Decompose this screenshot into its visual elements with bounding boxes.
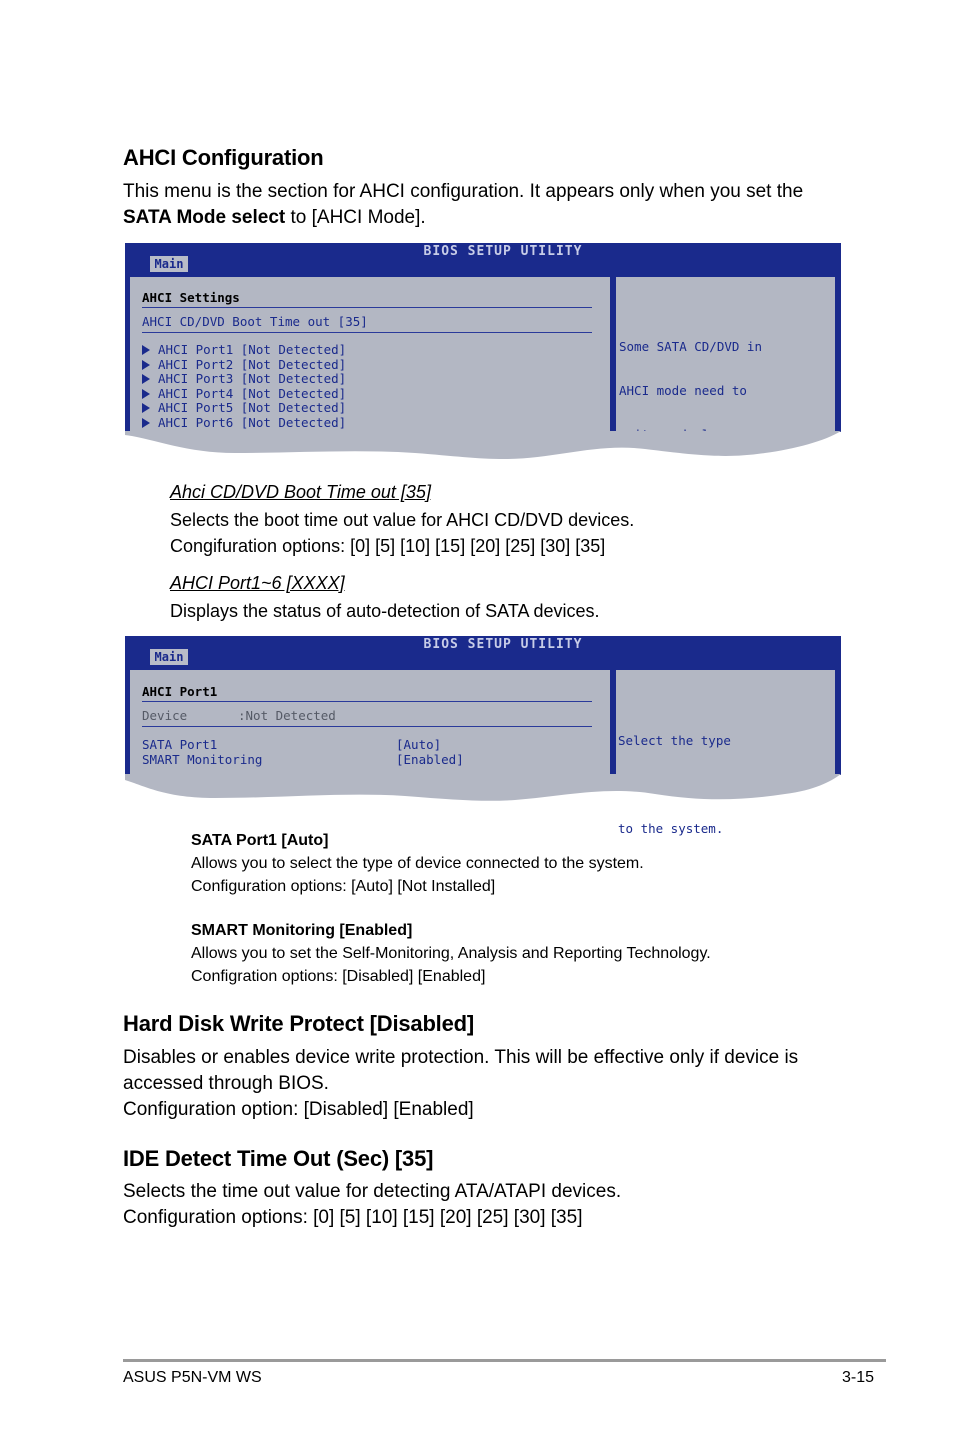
bios-port-item[interactable]: AHCI Port1 [Not Detected] (142, 343, 346, 358)
bios-tab-main[interactable]: Main (150, 256, 188, 272)
bios-title-bar (125, 243, 841, 272)
bios-port-item[interactable]: AHCI Port2 [Not Detected] (142, 358, 346, 373)
bios-port-list (142, 343, 346, 431)
bios-tab-main[interactable]: Main (150, 649, 188, 665)
option-title-cddvd: Ahci CD/DVD Boot Time out [35] (170, 482, 431, 502)
option-title-ports: AHCI Port1~6 [XXXX] (170, 573, 345, 593)
hdwp-desc: Disables or enables device write protection. This will be effective only if device is accessed through BIOS. Configuration option: [Disabled] [Enabled] (123, 1047, 799, 1120)
bios-sata-port1-value[interactable]: [Auto] (396, 737, 442, 752)
footer-page-number: 3-15 (842, 1369, 875, 1386)
option-desc-cddvd: Selects the boot time out value for AHCI CD/DVD devices. Congifuration options: [0] [5] [10] [15] [20] [25] [30] [35] (170, 510, 635, 556)
submenu-arrow-icon (142, 403, 150, 413)
section-heading-ahci: AHCI Configuration (123, 145, 324, 170)
divider (142, 307, 592, 308)
bios-smart-value[interactable]: [Enabled] (396, 752, 464, 767)
bios-help-text: Select the type to the system. (618, 733, 731, 836)
ahci-intro-text-1: This menu is the section for AHCI configuration. It appears only when you set the (123, 181, 804, 202)
option-desc-smart: Allows you to set the Self-Monitoring, Analysis and Reporting Technology. Configration options: [Disabled] [Enabled] (191, 945, 711, 985)
submenu-arrow-icon (142, 345, 150, 355)
bios-item-cddvd-timeout[interactable]: AHCI CD/DVD Boot Time out [35] (142, 314, 368, 329)
ahci-intro (123, 179, 883, 231)
bios-title: BIOS SETUP UTILITY (423, 244, 583, 259)
torn-edge (125, 429, 841, 463)
divider (142, 726, 592, 727)
bios-device-label: Device (142, 708, 188, 723)
bios-port-item[interactable]: AHCI Port4 [Not Detected] (142, 387, 346, 402)
section-heading-ide: IDE Detect Time Out (Sec) [35] (123, 1146, 434, 1171)
bios-screen-ahci-settings (125, 243, 841, 463)
submenu-arrow-icon (142, 374, 150, 384)
footer-divider (123, 1359, 886, 1362)
bios-port-item[interactable]: AHCI Port6 [Not Detected] (142, 416, 346, 431)
option-desc-ports: Displays the status of auto-detection of SATA devices. (170, 601, 600, 621)
bios-sata-port1-label[interactable]: SATA Port1 (142, 737, 218, 752)
submenu-arrow-icon (142, 360, 150, 370)
ahci-intro-text-2: to [AHCI Mode]. (285, 207, 426, 228)
submenu-arrow-icon (142, 389, 150, 399)
footer-product: ASUS P5N-VM WS (123, 1369, 262, 1386)
bios-body (125, 272, 841, 432)
divider (142, 701, 592, 702)
bios-smart-label[interactable]: SMART Monitoring (142, 752, 263, 767)
divider (142, 332, 592, 333)
bios-left-pane (130, 277, 610, 432)
bios-port-item[interactable]: AHCI Port3 [Not Detected] (142, 372, 346, 387)
torn-edge (125, 772, 841, 806)
ide-desc: Selects the time out value for detecting ATA/ATAPI devices. Configuration options: [0] [5] [10] [15] [20] [25] [30] [35] (123, 1181, 622, 1228)
option-desc-sata-port1: Allows you to select the type of device connected to the system. Configuration options: [Auto] [Not Installed] (191, 855, 644, 895)
bios-screen-ahci-port1 (125, 636, 841, 836)
option-title-smart: SMART Monitoring [Enabled] (191, 922, 413, 939)
submenu-arrow-icon (142, 418, 150, 428)
bios-port-item[interactable]: AHCI Port5 [Not Detected] (142, 401, 346, 416)
option-title-sata-port1: SATA Port1 [Auto] (191, 832, 329, 849)
bios-device-value: :Not Detected (238, 708, 336, 723)
bios-left-pane (130, 670, 610, 775)
bios-section-title: AHCI Settings (142, 290, 240, 305)
bios-help-text: Some SATA CD/DVD in AHCI mode need to (619, 339, 762, 398)
bios-title: BIOS SETUP UTILITY (423, 637, 583, 652)
bios-section-title: AHCI Port1 (142, 684, 218, 699)
bios-help-pane (616, 277, 835, 432)
bios-help-pane (616, 670, 835, 836)
bios-title-bar (125, 636, 841, 665)
bios-body (125, 665, 841, 836)
section-heading-hdwp: Hard Disk Write Protect [Disabled] (123, 1011, 474, 1036)
ahci-intro-bold: SATA Mode select (123, 207, 286, 228)
